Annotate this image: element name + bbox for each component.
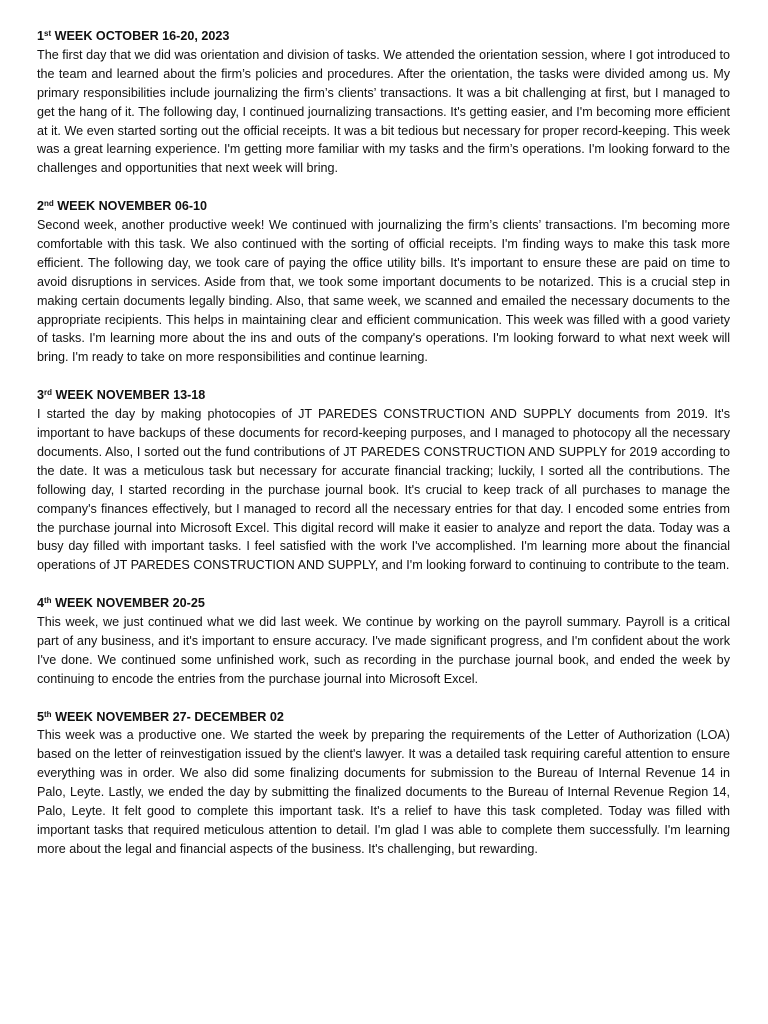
ordinal-suffix: nd (44, 199, 54, 209)
week-number: 5 (37, 709, 45, 724)
week-entry-4 (37, 594, 730, 689)
ordinal-suffix: th (44, 596, 52, 606)
week-heading-text: WEEK NOVEMBER 13-18 (52, 388, 206, 403)
week-heading-text: WEEK NOVEMBER 20-25 (51, 596, 205, 611)
ordinal-suffix: th (44, 709, 52, 719)
week-heading (37, 594, 730, 613)
week-number: 3 (37, 388, 45, 403)
week-heading (37, 27, 730, 46)
week-heading-text: WEEK NOVEMBER 06-10 (53, 199, 208, 214)
week-entry-3 (37, 386, 730, 575)
week-heading-text: WEEK NOVEMBER 27- DECEMBER 02 (51, 709, 284, 724)
week-entry-1 (37, 27, 730, 178)
week-heading (37, 197, 730, 216)
ordinal-suffix: st (44, 29, 52, 38)
week-body: I started the day by making photocopies of JT PAREDES CONSTRUCTION AND SUPPLY documents from 2019. It's important to have backups of these documents for record-keeping purposes, and I managed to photocopy all the necessary documents. Also, I sorted out the fund contributions of JT PAREDES CONSTRUCTION AND SUPPLY for 2019 according to the date. It was a meticulous task but necessary for accurate financial tracking; luckily, I sorted all the contributions. The following day, I started recording in the purchase journal book. It's crucial to keep track of all purchases to manage the company's finances effectively, but I managed to record all the necessary entries for that day. I encoded some entries from the purchase journal into Microsoft Excel. This digital record will make it easier to analyze and report the data. Today was a busy day filled with important tasks. I feel satisfied with the work I've accomplished. I'm learning more about the financial operations of JT PAREDES CONSTRUCTION AND SUPPLY, and I'm looking forward to continuing to contribute to the team. (37, 407, 730, 573)
week-heading (37, 708, 730, 727)
week-body: The first day that we did was orientation and division of tasks. We attended the orientation session, where I got introduced to the team and learned about the firm’s policies and procedures. After the orientation, the tasks were divided among us. My primary responsibilities include journalizing the firm’s clients’ transactions. It was a bit challenging at first, but I managed to get the hang of it. The following day, I continued journalizing transactions. It's getting easier, and I'm becoming more efficient at it. We even started sorting out the official receipts. It was a bit tedious but necessary for proper record-keeping. This week was a great learning experience. I'm getting more familiar with my tasks and the firm’s operations. I'm looking forward to the challenges and opportunities that next week will bring. (37, 47, 730, 176)
week-body: This week was a productive one. We started the week by preparing the requirements of the Letter of Authorization (LOA) based on the letter of reinvestigation issued by the client's lawyer. It was a detailed task requiring careful attention to ensure everything was in order. We also did some finalizing documents for submission to the Bureau of Internal Revenue 14 in Palo, Leyte. Lastly, we ended the day by submitting the finalized documents to the Bureau of Internal Revenue Region 14, Palo, Leyte. It felt good to complete this important task. It's a relief to have this task completed. Today was filled with important tasks that required meticulous attention to detail. I'm glad I was able to complete them successfully. I'm learning more about the legal and financial aspects of the business. It's challenging, but rewarding. (37, 728, 730, 856)
week-number: 4 (37, 596, 45, 611)
week-heading (37, 386, 730, 405)
week-entry-5 (37, 708, 730, 859)
week-body: This week, we just continued what we did last week. We continue by working on the payroll summary. Payroll is a critical part of any business, and it's important to ensure accuracy. I've made significant progress, and I'm confident about the work I've done. We continued some unfinished work, such as recording in the purchase journal book, and ended the week by continuing to encode the entries from the purchase journal into Microsoft Excel. (37, 615, 730, 686)
week-number: 2 (37, 199, 45, 214)
week-number: 1 (37, 29, 45, 43)
week-body: Second week, another productive week! We continued with journalizing the firm’s clients’ transactions. I'm becoming more comfortable with this task. We also continued with the sorting of official receipts. I'm finding ways to make this task more efficient. The following day, we took care of paying the office utility bills. It's important to ensure these are paid on time to avoid disruptions in services. Aside from that, we took some important documents to be notarized. This is a crucial step in making certain documents legally binding. Also, that same week, we scanned and emailed the necessary documents to the appropriate recipients. This helps in maintaining clear and efficient communication. This week was filled with a good variety of tasks. I'm learning more about the ins and outs of the company's operations. I'm looking forward to what next week will bring. I'm ready to take on more responsibilities and continue learning. (37, 218, 730, 365)
ordinal-suffix: rd (44, 388, 53, 398)
week-entry-2 (37, 197, 730, 367)
week-heading-text: WEEK OCTOBER 16-20, 2023 (51, 29, 230, 43)
